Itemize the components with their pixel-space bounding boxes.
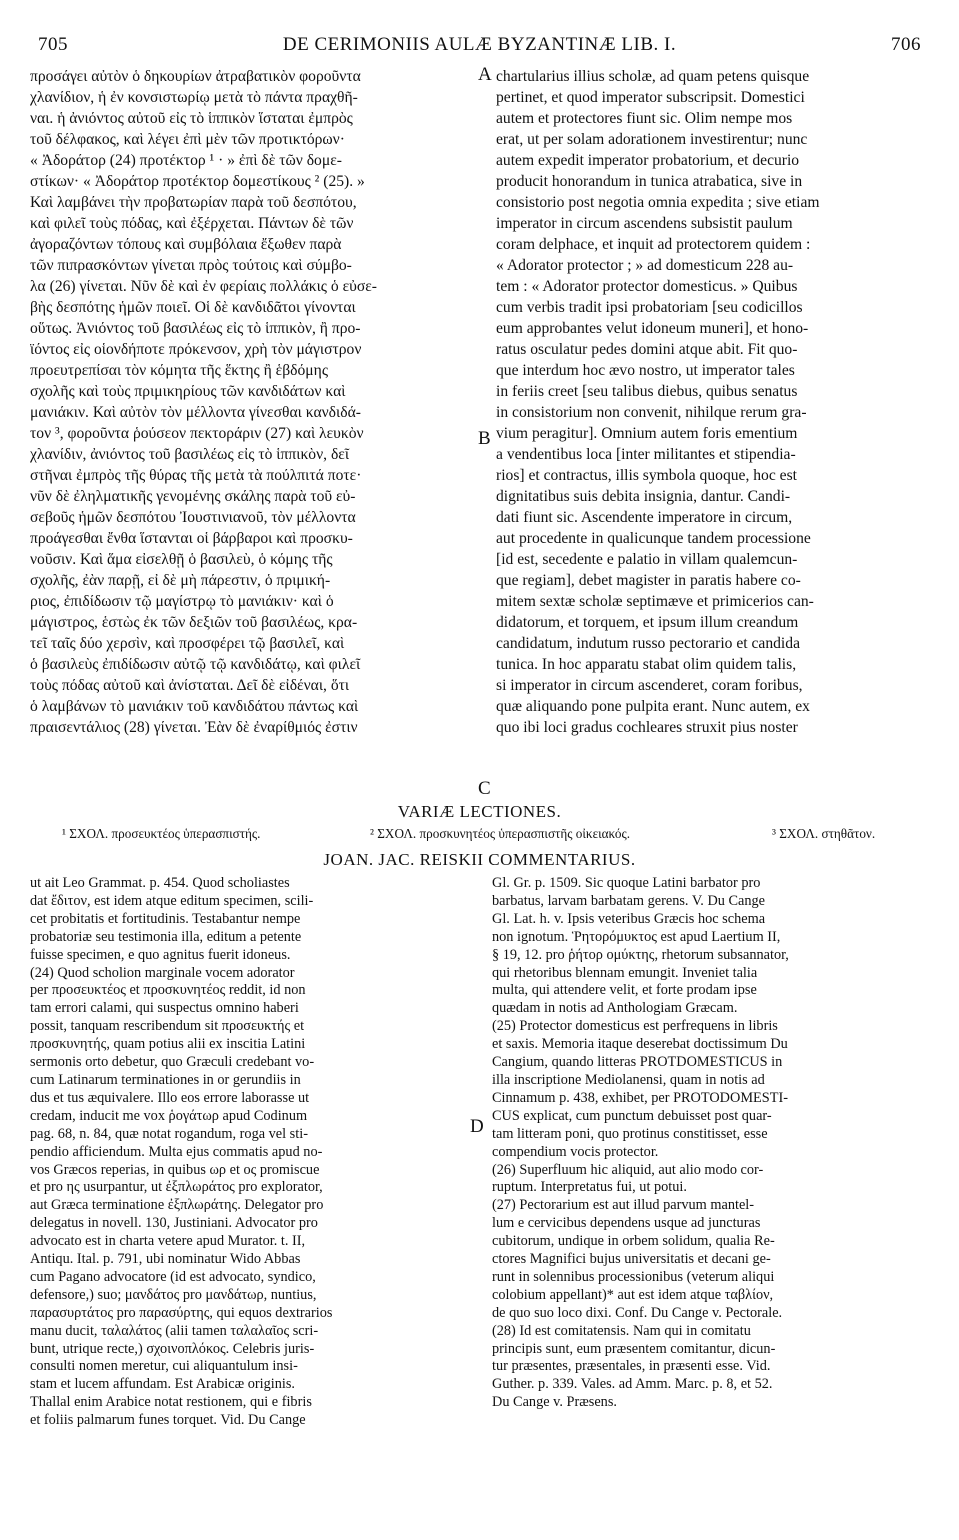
greek-text-line: λα (26) γίνεται. Νῦν δὲ καὶ ἐν φερίαις πολλάκις ὁ εὐσε- [30,278,377,295]
latin-text-line: si imperator in circum ascenderet, coram foribus, [496,677,803,694]
greek-text-line: χλανίδιν, ἀνιόντος τοῦ βασιλέως εἰς τὸ ἱππικὸν, δεῖ [30,446,350,463]
greek-text-line: οὕτως. Ἀνιόντος τοῦ βασιλέως εἰς τὸ ἱππικὸν, ἢ προ- [30,320,361,337]
latin-text-line: [id est, secedente e palatio in villam qualemcun- [496,551,798,568]
latin-text-line: producit honorandum in tunica atrabatica, sive in [496,173,803,190]
commentary-line: et saxis. Memoria itaque deserebat doctissimum Du [492,1036,788,1053]
greek-text-line: « Ἀδοράτορ (24) προτέκτορ ¹ · » ἐπὶ δὲ τῶν δομε- [30,152,342,169]
commentary-line: ut ait Leo Grammat. p. 454. Quod scholiastes [30,875,290,891]
greek-text-line: σεβοῦς ἡμῶν δεσπότου Ἰουστινιανοῦ, τὸν μέλλοντα [30,509,356,526]
commentary-line: sermonis orto debetur, quo Græculi credebant vo- [30,1054,315,1071]
page-number-left: 705 [38,34,68,55]
commentary-line: delegatus in novell. 130, Justiniani. Advocator pro [30,1215,318,1232]
greek-text-line: τον ³, φοροῦντα ῥούσεον πεκτοράριν (27) καὶ λευκὸν [30,425,364,442]
commentary-line: stam et lucem affundam. Est Arabicæ originis. [30,1376,295,1393]
commentary-line: cum Pagano advocatore (id est advocato, syndico, [30,1268,316,1285]
latin-text-line: tem : « Adorator protector domesticus. » Quibus [496,278,798,295]
commentary-line: vos Græcos reperias, in quibus ωρ et ος promiscue [30,1161,320,1178]
commentary-line: colobium appellant)* aut est idem atque ταβλίον, [492,1286,774,1303]
greek-text-line: προσάγει αὐτὸν ὁ δηκουρίων ἀτραβατικὸν φοροῦντα [30,68,361,85]
latin-text-line: autem expedit imperator probatorium, et decurio [496,152,800,169]
page-number-right: 706 [891,34,921,55]
greek-text-line: τοῦ δέλφακος, καὶ λέγει ἐπὶ μὲν τῶν προτικτόρων· [30,131,345,148]
commentary-line: dat ἔδιτον, est idem atque editum specimen, scili- [30,892,314,909]
greek-text-line: σχολῆς, ἐὰν παρῇ, εἰ δὲ μὴ πάρεστιν, ὁ πριμική- [30,572,331,589]
greek-text-line: ἀγοραζόντων τόπους καὶ συμβόλαια ἔξωθεν παρὰ [30,236,342,253]
latin-text-line: cum verbis tradit ipsi probatoriam [seu codicillos [496,299,803,316]
commentary-line: et pro ης usurpantur, ut ἐξπλωράτος pro explorator, [30,1179,323,1196]
greek-text-line: στίκων· « Ἀδοράτορ προτέκτορ δομεστίκους ² (25). » [30,173,365,190]
margin-letter-c: C [478,778,491,799]
commentary-line: aut Græca terminatione ἐξπλωράτης. Delegator pro [30,1197,324,1214]
commentary-line: de quo suo loco dixi. Conf. Du Cange v. Pectorale. [492,1304,783,1321]
commentary-line: (28) Id est comitatensis. Nam qui in comitatu [492,1322,751,1339]
latin-text-line: autem et protectores fiunt sic. Olim nempe mos [496,110,793,127]
latin-text-line: quo ibi loci gradus cochleares struxit pius noster [496,719,798,736]
greek-text-line: χλανίδιον, ἡ ἐν κονσιστωρίῳ μετὰ τὸ πάντα πραχθῆ- [30,89,358,106]
commentary-right-column [492,875,924,1412]
commentary-line: cum Latinarum terminationes in or gerundiis in [30,1071,301,1088]
latin-text-line: que regiam], debet magister in paratis habere co- [496,572,801,589]
commentary-line: § 19, 12. pro ῥήτορ ομύκτης, rhetorum subsannator, [492,946,789,963]
commentary-line: illa inscriptione Mediolanensi, quam in notis ad [492,1071,765,1088]
latin-text-line: consistorio post negotia omnia expedita ; sive etiam [496,194,820,211]
greek-text-line: βὴς δεσπότης ἡμῶν ποιεῖ. Οἱ δὲ κανδιδᾶτοι γίνονται [30,299,356,316]
commentary-line: consulti nomen meretur, cui aliquantulum insi- [30,1358,298,1375]
latin-text-line: tunica. In hoc apparatu stabat olim quidem talis, [496,656,797,673]
commentary-line: dus et tus æquivalere. Illo eos errore laborasse ut [30,1089,310,1106]
commentary-line: per προσευκτέος et προσκυνητέος reddit, id non [30,982,306,999]
greek-text-line: προάγεσθαι ἔνθα ἵστανται οἱ βάρβαροι καὶ προσκυ- [30,530,353,547]
greek-text-line: καὶ φιλεῖ τοὺς πόδας, καὶ ἐξέρχεται. Πάντων δὲ τῶν [30,215,354,232]
greek-text-line: πραισεντάλιος (28) γίνεται. Ἐὰν δὲ ἐναρίθμιός ἐστιν [30,719,358,736]
commentary-line: Gl. Gr. p. 1509. Sic quoque Latini barbator pro [492,875,761,891]
margin-letter-a: A [478,64,492,85]
commentary-line: quædam in notis ad Anthologiam Græcam. [492,1000,738,1017]
latin-text-line: que interdum hoc ævo nostro, ut imperator tales [496,362,795,379]
variae-lectiones-notes [30,826,923,846]
latin-text-line: eum approbantes velut idoneum muneri], et hono- [496,320,809,337]
commentary-line: pag. 68, n. 84, quæ notat rogandum, roga vel sti- [30,1125,308,1142]
commentary-line: compendium vocis protector. [492,1143,659,1160]
commentary-line: Cangium, quando litteras PROTDOMESTICUS in [492,1054,783,1071]
greek-text-line: τεῖ ταῖς δύο χερσὶν, καὶ προσφέρει τῷ βασιλεῖ, καὶ [30,635,345,652]
commentary-line: tam errori calami, qui suspectus omnino haberi [30,1000,299,1017]
greek-text-column [30,66,478,738]
commentary-line: cet probitatis et fortitudinis. Testabantur nempe [30,910,301,927]
greek-text-line: μανιάκιν. Καὶ αὐτὸν τὸν μέλλοντα γίνεσθαι κανδιδά- [30,404,361,421]
variant-note: ² ΣΧΟΛ. προσκυνητέος ὑπερασπιστῆς οἰκειακός. [370,826,631,841]
commentary-line: παρασυρτάτος pro παρασύρτης, qui equos dextrarios [30,1304,333,1321]
commentary-line: probatoriæ seu testimonia illa, editum a petente [30,928,302,945]
commentary-line: (25) Protector domesticus est perfrequens in libris [492,1018,778,1035]
commentary-line: tur præsentes, præsentales, in præsenti esse. Vid. [492,1358,771,1375]
commentary-line: bunt, utrique recte,) σχοινοπλόκος. Celebris juris- [30,1340,315,1357]
latin-text-line: didatorum, et torquem, et ipsum illum creandum [496,614,799,631]
commentary-line: Gl. Lat. h. v. Ipsis veteribus Græcis hoc schema [492,910,766,927]
commentary-line: ctores Magnifici bujus universitatis et decani ge- [492,1251,771,1268]
commentary-line: et foliis palmarum funes torquet. Vid. Du Cange [30,1412,306,1429]
greek-text-line: μάγιστρος, ἑστὼς ἐκ τῶν δεξιῶν τοῦ βασιλέως, κρα- [30,614,358,631]
variant-note: ¹ ΣΧΟΛ. προσευκτέος ὑπερασπιστής. [62,826,261,841]
commentary-line: manu ducit, ταλαλάτος (alii tamen ταλαλαῖος scri- [30,1322,319,1339]
commentary-line: ruptum. Interpretatus fui, ut potui. [492,1179,687,1196]
greek-text-line: προευτρεπίσαι τὸν κόμητα τῆς ἕκτης ἢ ἑβδόμης [30,362,328,379]
commentary-line: possit, tanquam rescribendum sit προσευκτής et [30,1018,305,1035]
commentary-line: fuisse specimen, e quo agnitus fuerit idoneus. [30,946,291,963]
commentary-line: Thallal enim Arabice notat restionem, qui e fibris [30,1394,312,1411]
latin-text-line: rios] et contractus, illis symbola quoque, hoc est [496,467,797,484]
latin-text-line: in consistorium non convenit, nihilque rerum gra- [496,404,807,421]
latin-text-line: pertinet, et quod imperator subscripsit. Domestici [496,89,805,106]
latin-text-line: vium peragitur]. Omnium autem foris ementium [496,425,798,442]
margin-letter-b: B [478,428,491,449]
greek-text-line: τοὺς πόδας αὐτοῦ καὶ ἀνίσταται. Δεῖ δὲ εἰδέναι, ὅτι [30,677,350,694]
commentary-line: CUS explicat, cum punctum debuisset post quar- [492,1107,772,1124]
latin-text-line: dati fiunt sic. Ascendente imperatore in circum, [496,509,793,526]
latin-text-line: a vendentibus loca [inter militantes et stipendia- [496,446,796,463]
greek-text-line: νῦν δὲ ἐληλματικῆς γενομένης σκάλης παρὰ τοῦ εὐ- [30,488,356,505]
commentary-line: advocato est in charta vetere apud Murator. t. II, [30,1233,306,1250]
greek-text-line: στῆναι ἐμπρὸς τῆς θύρας τῆς μετὰ τὰ πούλπιτά ποτε· [30,467,362,484]
commentary-left-column [30,875,470,1430]
greek-text-line: τῶν πιπρασκόντων γίνεται πρὸς τούτοις καὶ σύμβο- [30,257,352,274]
latin-text-line: chartularius illius scholæ, ad quam petens quisque [496,68,810,85]
greek-text-line: ὁ λαμβάνων τὸ μανιάκιν τοῦ κανδιδάτου πάντως καὶ [30,698,359,715]
commentary-line: (24) Quod scholion marginale vocem adorator [30,964,295,981]
latin-text-line: erat, ut per solam adorationem investirentur; nunc [496,131,808,148]
latin-text-line: coram delphace, et inquit ad protectorem quidem : [496,236,811,253]
commentary-line: Cinnamum p. 438, exhibet, per PROTODOMESTI- [492,1089,788,1106]
latin-text-line: « Adorator protector ; » ad domesticum 228 au- [496,257,794,274]
commentary-line: non ignotum. Ῥητορόμυκτος est apud Laertium II, [492,928,781,945]
variant-note: ³ ΣΧΟΛ. στηθᾶτον. [772,826,876,841]
commentary-line: multa, qui attendere velit, et forte prodam ipse [492,982,757,999]
greek-text-line: ριος, ἐπιδίδωσιν τῷ μαγίστρῳ τὸ μανιάκιν· καὶ ὁ [30,593,334,610]
commentary-line: principis sunt, eum præsentem comitantur, dicun- [492,1340,776,1357]
latin-text-line: mitem sextæ scholæ septimæve et primicerios can- [496,593,814,610]
commentary-line: credam, inducit me vox ῥογάτωρ apud Codinum [30,1107,308,1124]
greek-text-line: ναι. ἡ ἀνιόντος αὐτοῦ εἰς τὸ ἱππικὸν ἵσταται ἐμπρὸς [30,110,353,127]
latin-text-line: quæ aliquando pone pulpita erant. Nunc autem, ex [496,698,810,715]
latin-text-line: candidatum, indutum russo pectorario et candida [496,635,800,652]
commentary-line: προσκυνητής, quam potius alii ex inscitia Latini [30,1036,306,1053]
greek-text-line: ϊόντος εἰς οἱονδήποτε πρόκενσον, χρὴ τὸν μάγιστρον [30,341,362,358]
margin-letter-d: D [470,1116,484,1137]
page-header [38,34,921,58]
commentary-line: barbatus, larvam barbatam gerens. V. Du Cange [492,892,766,909]
commentary-line: (27) Pectorarium est aut illud parvum mantel- [492,1197,755,1214]
commentary-line: qui rhetoribus blennam emungit. Inveniet talia [492,964,758,981]
commentary-line: tam litteram poni, quo protinus constitisset, esse [492,1125,768,1142]
latin-text-line: aut procedente in qualicunque tandem processione [496,530,811,547]
commentary-line: pendio afficiendum. Multa ejus commatis apud no- [30,1143,323,1160]
latin-text-line: imperator in circum ascendens subsistit paulum [496,215,793,232]
commentary-line: lum e cervicibus dependens usque ad juncturas [492,1215,761,1232]
greek-text-line: ὁ βασιλεὺς ἐπιδίδωσιν αὐτῷ τῷ κανδιδάτῳ, καὶ φιλεῖ [30,656,361,673]
commentary-line: Du Cange v. Præsens. [492,1394,617,1411]
latin-text-line: dignitatibus suis debita insignia, dantur. Candi- [496,488,791,505]
greek-text-line: Καὶ λαμβάνει τὴν προβατωρίαν παρὰ τοῦ δεσπότου, [30,194,357,211]
greek-text-line: νοῦσιν. Καὶ ἅμα εἰσελθῇ ὁ βασιλεὺ, ὁ κόμης τῆς [30,551,333,568]
latin-translation-column [496,66,924,738]
commentary-line: defensore,) suo; μανδάτος pro μανδάτωρ, nuntius, [30,1286,317,1303]
latin-text-line: ratus osculatur pedes domini atque abit. Fit quo- [496,341,798,358]
running-title: DE CERIMONIIS AULÆ BYZANTINÆ LIB. I. [282,34,677,55]
commentary-line: runt in solennibus processionibus (veterum aliqui [492,1268,775,1285]
greek-text-line: σχολῆς καὶ τοὺς πριμικηρίους τῶν κανδιδάτων καὶ [30,383,346,400]
commentary-line: (26) Superfluum hic aliquid, aut alio modo cor- [492,1161,764,1178]
latin-text-line: in feriis creet [seu talibus diebus, quibus senatus [496,383,798,400]
variae-lectiones-heading: VARIÆ LECTIONES. [397,802,562,821]
commentary-line: Antiqu. Ital. p. 791, ubi nominatur Wido Abbas [30,1251,301,1268]
commentary-line: cubitorum, undique in orbem solidum, qualia Re- [492,1233,775,1250]
commentary-line: Guther. p. 339. Vales. ad Amm. Marc. p. 8, et 52. [492,1376,773,1393]
commentary-heading: JOAN. JAC. REISKII COMMENTARIUS. [323,850,636,869]
